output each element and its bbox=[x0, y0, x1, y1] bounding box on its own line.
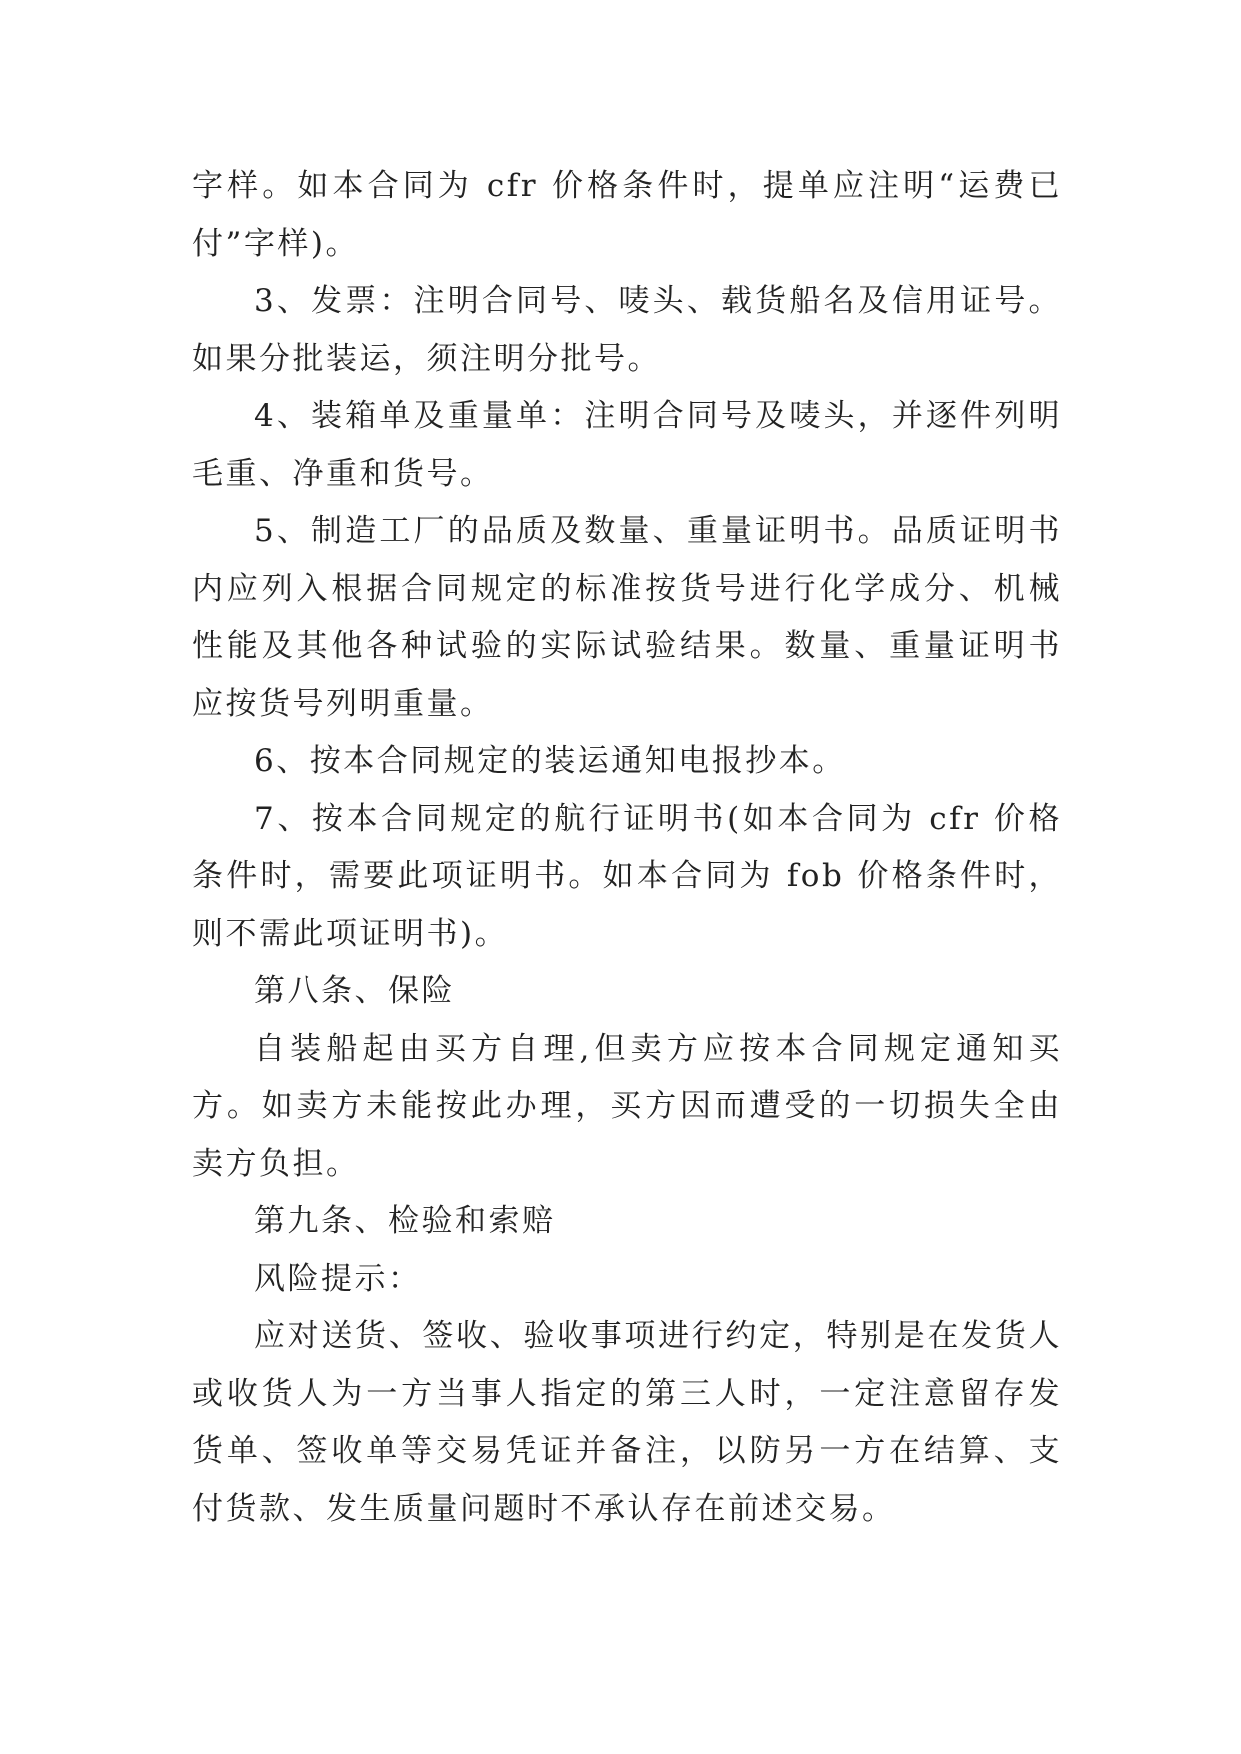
paragraph-shipping-notice: 6、按本合同规定的装运通知电报抄本。 bbox=[254, 743, 846, 779]
paragraph-quality-certificate: 5、制造工厂的品质及数量、重量证明书。品质证明书内应列入根据合同规定的标准按货号进行化学成分、机械性能及其他各种试验的实际试验结果。数量、重量证明书应按货号列明重量。 bbox=[192, 513, 1062, 722]
risk-notice-label: 风险提示： bbox=[254, 1260, 422, 1297]
paragraph-risk-notice: 应对送货、签收、验收事项进行约定，特别是在发货人或收货人为一方当事人指定的第三人时，一定注意留存发货单、签收单等交易凭证并备注，以防另一方在结算、支付货款、发生质量问题时不承认存在前述交易。 bbox=[192, 1318, 1062, 1527]
heading-article-8: 第八条、保险 bbox=[254, 973, 455, 1009]
paragraph-packing-list: 4、装箱单及重量单：注明合同号及唛头，并逐件列明毛重、净重和货号。 bbox=[192, 398, 1062, 492]
paragraph-continuation: 字样。如本合同为 cfr 价格条件时，提单应注明“运费已付”字样)。 bbox=[192, 168, 1062, 262]
paragraph-insurance: 自装船起由买方自理,但卖方应按本合同规定通知买方。如卖方未能按此办理，买方因而遭受的一切损失全由卖方负担。 bbox=[192, 1030, 1062, 1182]
paragraph-navigation-certificate: 7、按本合同规定的航行证明书(如本合同为 cfr 价格条件时，需要此项证明书。如本合同为 fob 价格条件时，则不需此项证明书)。 bbox=[192, 800, 1062, 952]
heading-article-9: 第九条、检验和索赔 bbox=[254, 1203, 556, 1239]
document-body bbox=[192, 158, 1062, 1538]
paragraph-invoice: 3、发票：注明合同号、唛头、载货船名及信用证号。如果分批装运，须注明分批号。 bbox=[192, 283, 1062, 377]
